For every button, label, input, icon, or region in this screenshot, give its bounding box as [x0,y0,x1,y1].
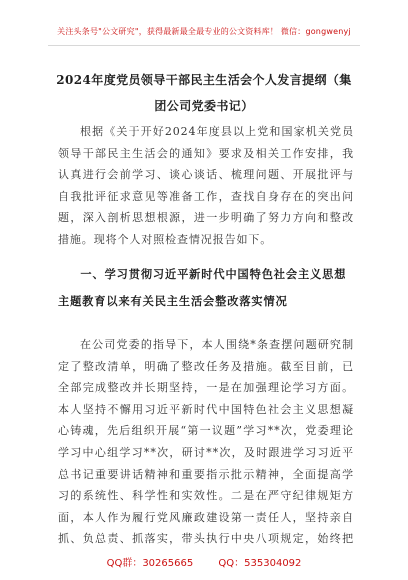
header-banner: 关注头条号"公文研究"，获得最新最全最专业的公文资料库！ 微信：gongwenyj [57,27,351,36]
section-heading: 一、学习贯彻习近平新时代中国特色社会主义思想主题教育以来有关民主生活会整改落实情况 [58,267,347,308]
body-paragraph: 在公司党委的指导下，本人围绕*条查摆问题研究制定了整改清单，明确了整改任务及措施。截至目前，已全部完成整改并长期坚持，一是在加强理论学习方面。本人坚持不懈用习近平新时代中国特色社会主义思想凝心铸魂，先后组织开展“第一议题”学习**次，党委理论学习中心组学习**次，研讨**次，及时跟进学习习近平总书记重要讲话精神和重要指示批示精神，全面提高学习的系统性、科学性和实效性。二是在严守纪律规矩方面，本人作为履行党风廉政建设第一责任人，坚持亲自抓、负总责、抓落实，带头执行中央八项规定，始终把 [58,338,354,546]
document-title: 2024年度党员领导干部民主生活会个人发言提纲（集团公司党委书记） [56,73,352,113]
intro-paragraph: 根据《关于开好2024年度县以上党和国家机关党员领导干部民主生活会的通知》要求及相关工作安排，我认真进行会前学习、谈心谈话、梳理问题、开展批评与自我批评征求意见等准备工作，查找自身存在的突出问题，深入剖析思想根源，进一步明确了努力方向和整改措施。现将个人对照检查情况报告如下。 [58,125,354,246]
footer-qq: QQ：535304092 [218,558,302,569]
footer-qq-group: QQ群：30265665 [106,558,194,569]
footer-contact [0,554,408,569]
header-divider [48,45,360,46]
